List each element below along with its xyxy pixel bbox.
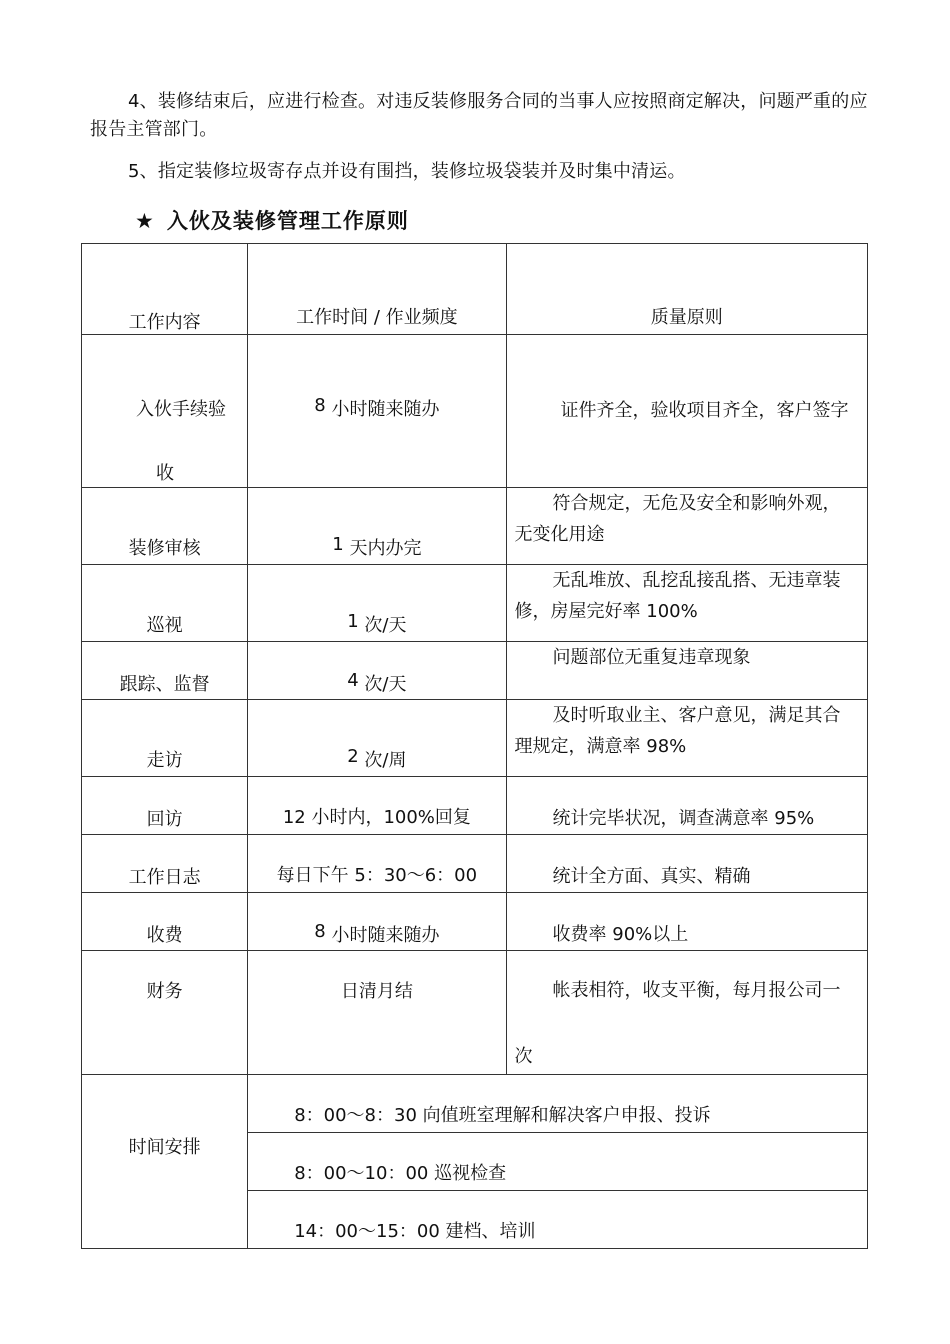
time-unit: 天内办完 <box>349 538 422 559</box>
work-principles-table <box>81 243 868 1249</box>
content-text-wrap: 收 <box>156 463 174 484</box>
time-text: 12 小时内，100%回复 <box>282 807 471 828</box>
schedule-item-cell <box>248 1191 868 1249</box>
schedule-label-cell <box>82 1075 248 1249</box>
quality-cell <box>506 335 867 488</box>
quality-cell <box>506 565 867 642</box>
content-cell <box>82 951 248 1075</box>
quality-line-1: 统计完毕状况，调查满意率 95% <box>552 808 815 829</box>
header-content-label: 工作内容 <box>128 312 201 333</box>
time-cell <box>248 700 506 777</box>
schedule-label: 时间安排 <box>128 1137 201 1158</box>
table-row <box>82 700 868 777</box>
content-cell <box>82 488 248 565</box>
content-cell <box>82 700 248 777</box>
table-row <box>82 642 868 700</box>
quality-cell <box>506 700 867 777</box>
table-row <box>82 488 868 565</box>
quality-line-2: 无变化用途 <box>514 524 605 545</box>
time-unit: 次/天 <box>364 674 407 695</box>
time-text: 每日下午 5：30～6：00 <box>276 865 478 886</box>
content-text: 巡视 <box>146 615 183 636</box>
time-cell <box>248 951 506 1075</box>
table-row <box>82 565 868 642</box>
time-unit: 次/周 <box>364 750 407 771</box>
time-cell <box>248 642 506 700</box>
table-row <box>82 951 868 1075</box>
content-text: 收费 <box>146 925 183 946</box>
time-number: 4 <box>347 670 359 691</box>
quality-text: 证件齐全，验收项目齐全，客户签字 <box>560 400 849 421</box>
time-number: 8 <box>314 395 326 416</box>
time-unit: 小时随来随办 <box>331 399 440 420</box>
time-number: 1 <box>347 611 359 632</box>
quality-text <box>507 488 867 550</box>
content-cell <box>82 893 248 951</box>
header-cell-quality <box>506 244 867 335</box>
quality-cell <box>506 777 867 835</box>
quality-line-1: 及时听取业主、客户意见，满足其合 <box>552 705 841 726</box>
quality-line-2: 修，房屋完好率 100% <box>514 601 698 622</box>
table-row <box>82 835 868 893</box>
content-text: 回访 <box>146 809 183 830</box>
quality-text <box>507 803 867 834</box>
schedule-item: 14：00～15：00 建档、培训 <box>294 1221 536 1242</box>
content-cell <box>82 565 248 642</box>
quality-text <box>507 975 867 1006</box>
quality-cell <box>506 893 867 951</box>
paragraph-item-5: 5、指定装修垃圾寄存点并设有围挡，装修垃圾袋装并及时集中清运。 <box>128 161 686 182</box>
time-cell <box>248 893 506 951</box>
quality-line-2: 理规定，满意率 98% <box>514 736 687 757</box>
quality-line-1: 帐表相符，收支平衡，每月报公司一 <box>552 980 841 1001</box>
time-cell <box>248 488 506 565</box>
quality-cell <box>506 835 867 893</box>
quality-line-1: 无乱堆放、乱挖乱接乱搭、无违章装 <box>552 570 841 591</box>
schedule-item: 8：00～10：00 巡视检查 <box>294 1163 507 1184</box>
content-text: 走访 <box>146 750 183 771</box>
quality-line-1: 收费率 90%以上 <box>552 924 689 945</box>
time-cell <box>248 777 506 835</box>
time-text <box>248 534 505 560</box>
table-row <box>82 335 868 488</box>
time-text: 日清月结 <box>340 981 413 1002</box>
time-cell <box>248 335 506 488</box>
quality-line-1: 统计全方面、真实、精确 <box>552 866 751 887</box>
time-text <box>248 746 505 772</box>
content-cell <box>82 642 248 700</box>
content-cell <box>82 835 248 893</box>
quality-text <box>507 700 867 762</box>
quality-line-1: 符合规定，无危及安全和影响外观， <box>552 493 841 514</box>
content-text: 工作日志 <box>128 867 201 888</box>
time-cell <box>248 565 506 642</box>
time-unit: 次/天 <box>364 615 407 636</box>
time-cell <box>248 835 506 893</box>
quality-text <box>507 642 867 673</box>
quality-text <box>507 565 867 627</box>
schedule-item-cell <box>248 1133 868 1191</box>
content-text: 装修审核 <box>128 538 201 559</box>
header-cell-time <box>248 244 506 335</box>
content-cell <box>82 335 248 488</box>
content-text: 入伙手续验 <box>136 399 226 420</box>
quality-cell <box>506 488 867 565</box>
quality-line-2: 次 <box>514 1046 533 1067</box>
table-row <box>82 893 868 951</box>
schedule-item-cell <box>248 1075 868 1133</box>
time-text <box>248 670 505 696</box>
paragraph-item-4: 4、装修结束后，应进行检查。对违反装修服务合同的当事人应按照商定解决，问题严重的应报告主管部门。 <box>90 91 868 140</box>
time-text <box>248 921 505 947</box>
schedule-row <box>82 1075 868 1133</box>
header-time-label: 工作时间 / 作业频度 <box>296 307 458 328</box>
schedule-item: 8：00～8：30 向值班室理解和解决客户申报、投诉 <box>294 1105 711 1126</box>
quality-text <box>507 919 867 950</box>
time-number: 2 <box>347 746 359 767</box>
star-icon: ★ <box>135 209 155 233</box>
section-title: 入伙及装修管理工作原则 <box>166 209 409 233</box>
quality-text <box>507 861 867 892</box>
time-unit: 小时随来随办 <box>331 925 440 946</box>
quality-line-1: 问题部位无重复违章现象 <box>552 647 751 668</box>
content-text: 跟踪、监督 <box>119 674 210 695</box>
quality-text-wrap <box>507 1041 867 1072</box>
time-number: 1 <box>332 534 344 555</box>
content-text: 财务 <box>146 981 183 1002</box>
header-cell-content <box>82 244 248 335</box>
time-text <box>248 395 505 421</box>
quality-cell <box>506 951 867 1075</box>
section-heading <box>135 205 409 235</box>
table-row <box>82 777 868 835</box>
time-number: 8 <box>314 921 326 942</box>
table-header-row <box>82 244 868 335</box>
time-text <box>248 611 505 637</box>
content-cell <box>82 777 248 835</box>
header-quality-label: 质量原则 <box>650 307 723 328</box>
quality-cell <box>506 642 867 700</box>
